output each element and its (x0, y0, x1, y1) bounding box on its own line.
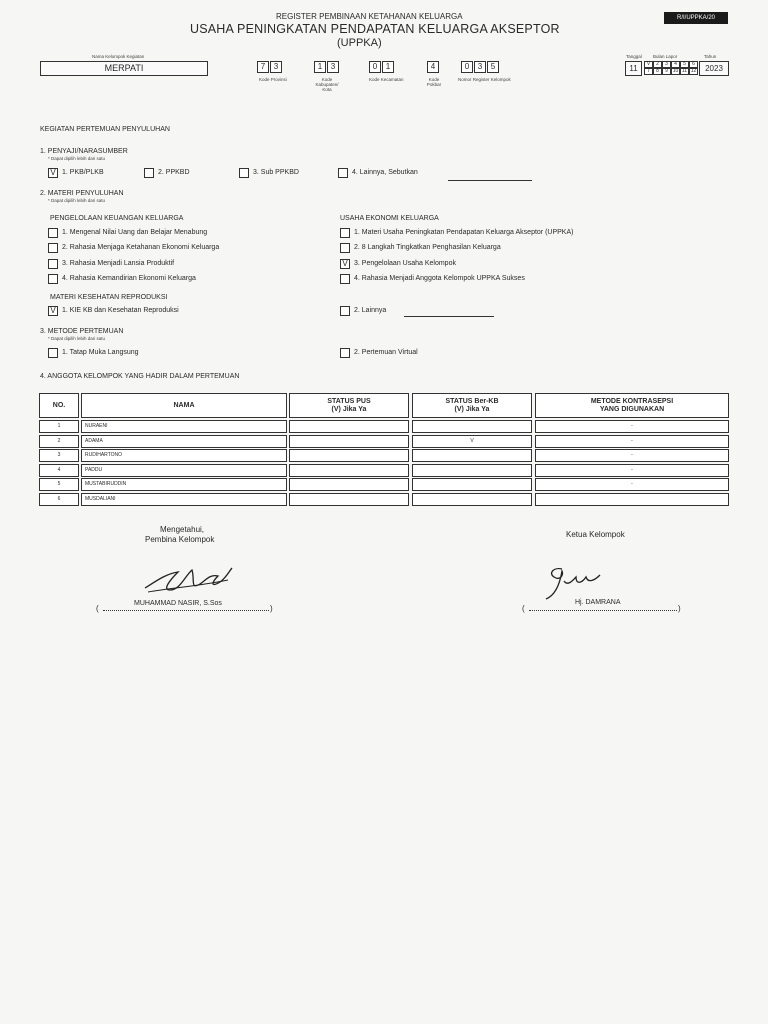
q2-title: 2. MATERI PENYULUHAN (40, 190, 124, 197)
left-sign-title-1: Mengetahui, (160, 525, 205, 534)
th-status-pus (289, 393, 409, 418)
th-status-kb-line1: STATUS Ber-KB (445, 397, 499, 405)
q2-right-title: USAHA EKONOMI KELUARGA (340, 215, 439, 222)
th-metode-line1: METODE KONTRASEPSI (590, 397, 674, 405)
q2-right-option-label: 4. Rahasia Menjadi Anggota Kelompok UPPKA Sukses (354, 275, 525, 282)
right-sign-line (529, 610, 677, 611)
q3-option-checkbox[interactable] (340, 348, 350, 358)
kode-provinsi-label: Kode Provinsi (259, 77, 287, 82)
q2-left-option-label: 2. Rahasia Menjaga Ketahanan Ekonomi Keluarga (62, 244, 220, 251)
q3-option-label: 1. Tatap Muka Langsung (62, 349, 139, 356)
q1-option-label: 3. Sub PPKBD (253, 169, 299, 176)
tanggal-label: Tanggal (626, 54, 642, 59)
month-cell[interactable]: 7 (644, 68, 653, 75)
row-status-kb[interactable] (412, 493, 532, 506)
q1-option-checkbox[interactable] (239, 168, 249, 178)
nomor-register-digit[interactable]: 3 (474, 61, 486, 73)
q2-repro-option-label: 1. KIE KB dan Kesehatan Reproduksi (62, 307, 179, 314)
group-name-label: Nama Kelompok Kegiatan (92, 54, 145, 59)
left-sign-title-2: Pembina Kelompok (145, 535, 215, 544)
row-metode[interactable]: - (535, 464, 729, 477)
kode-kecamatan-label: Kode Kecamatan (369, 77, 404, 82)
q2-repro-option-checkbox[interactable]: V (48, 306, 58, 316)
tahun-field[interactable]: 2023 (699, 61, 729, 76)
main-title: USAHA PENINGKATAN PENDAPATAN KELUARGA AKSEPTOR (190, 22, 560, 36)
q1-note: * Dapat dipilih lebih dari satu (48, 156, 106, 161)
q1-option-label: 4. Lainnya, Sebutkan (352, 169, 418, 176)
row-nama[interactable]: PADDU (81, 464, 287, 477)
kode-kabupaten-digit[interactable]: 3 (327, 61, 339, 73)
row-nama[interactable]: MUSTABIRUDDIN (81, 478, 287, 491)
kode-kabupaten-label: Kode Kabupaten/ Kota (315, 77, 339, 92)
th-metode (535, 393, 729, 418)
row-nama[interactable]: ADAMA (81, 435, 287, 448)
row-nama[interactable]: MUSDALIANI (81, 493, 287, 506)
row-metode[interactable]: - (535, 435, 729, 448)
row-status-kb[interactable] (412, 420, 532, 433)
row-metode[interactable] (535, 493, 729, 506)
th-status-pus-line2: (V) Jika Ya (331, 405, 367, 413)
section-title: KEGIATAN PERTEMUAN PENYULUHAN (40, 126, 170, 133)
q2-right-option-checkbox[interactable] (340, 274, 350, 284)
q2-left-option-checkbox[interactable] (48, 259, 58, 269)
nomor-register-digit[interactable]: 5 (487, 61, 499, 73)
row-status-pus[interactable] (289, 420, 409, 433)
left-close-paren: ) (270, 604, 273, 613)
q2-left-title: PENGELOLAAN KEUANGAN KELUARGA (50, 215, 184, 222)
q2-repro-title: MATERI KESEHATAN REPRODUKSI (50, 294, 168, 301)
kode-pokbar-digit[interactable]: 4 (427, 61, 439, 73)
month-cell[interactable]: V (644, 61, 653, 68)
q2-right-option-checkbox[interactable] (340, 228, 350, 238)
q4-title: 4. ANGGOTA KELOMPOK YANG HADIR DALAM PERTEMUAN (40, 373, 240, 380)
right-signature-graphic (540, 563, 610, 603)
q1-option-checkbox[interactable]: V (48, 168, 58, 178)
row-status-pus[interactable] (289, 435, 409, 448)
q1-option-label: 1. PKB/PLKB (62, 169, 104, 176)
q2-right-option-label: 3. Pengelolaan Usaha Kelompok (354, 260, 456, 267)
group-name-field[interactable]: MERPATI (40, 61, 208, 76)
month-cell[interactable]: 4 (671, 61, 680, 68)
q3-note: * Dapat dipilih lebih dari satu (48, 336, 106, 341)
month-cell[interactable]: 12 (690, 68, 697, 74)
kode-pokbar-label: Kode Pokbar (426, 77, 442, 87)
q2-other-line[interactable] (404, 316, 494, 317)
month-cell[interactable]: 6 (689, 61, 698, 68)
row-no: 3 (39, 449, 79, 462)
right-close-paren: ) (678, 604, 681, 613)
nomor-register-digit[interactable]: 0 (461, 61, 473, 73)
q2-right-option-label: 2. 8 Langkah Tingkatkan Penghasilan Keluarga (354, 244, 501, 251)
row-status-kb[interactable] (412, 449, 532, 462)
row-no: 2 (39, 435, 79, 448)
q2-left-option-checkbox[interactable] (48, 228, 58, 238)
q1-title: 1. PENYAJI/NARASUMBER (40, 148, 128, 155)
row-status-pus[interactable] (289, 493, 409, 506)
left-sign-name: MUHAMMAD NASIR, S.Sos (134, 600, 222, 607)
q1-option-checkbox[interactable] (144, 168, 154, 178)
kode-kecamatan-digit[interactable]: 1 (382, 61, 394, 73)
row-nama[interactable]: NURAENI (81, 420, 287, 433)
q3-option-checkbox[interactable] (48, 348, 58, 358)
q3-title: 3. METODE PERTEMUAN (40, 328, 124, 335)
bulan-label: Bulan Lapor (653, 54, 678, 59)
q2-left-option-label: 1. Mengenal Nilai Uang dan Belajar Menabung (62, 229, 208, 236)
month-cell[interactable]: 2 (653, 61, 662, 68)
th-metode-line2: YANG DIGUNAKAN (599, 405, 665, 413)
right-open-paren: ( (522, 604, 525, 613)
th-nama: NAMA (81, 393, 287, 418)
month-cell[interactable]: 5 (680, 61, 689, 68)
row-status-pus[interactable] (289, 449, 409, 462)
month-cell[interactable]: 9 (662, 68, 671, 75)
month-cell[interactable]: 3 (662, 61, 671, 68)
sub-title: (UPPKA) (337, 37, 382, 49)
q2-left-option-label: 3. Rahasia Menjadi Lansia Produktif (62, 260, 175, 267)
form-code-badge: R/I/UPPKA/20 (664, 12, 728, 24)
tanggal-field[interactable]: 11 (625, 61, 642, 76)
th-status-kb (412, 393, 532, 418)
q2-repro-option-checkbox[interactable] (340, 306, 350, 316)
row-status-kb[interactable] (412, 478, 532, 491)
row-no: 4 (39, 464, 79, 477)
row-status-kb[interactable]: V (412, 435, 532, 448)
right-sign-name: Hj. DAMRANA (575, 599, 621, 606)
left-signature-graphic (140, 560, 240, 600)
q2-right-option-checkbox[interactable] (340, 243, 350, 253)
q3-option-label: 2. Pertemuan Virtual (354, 349, 418, 356)
kode-provinsi-digit[interactable]: 3 (270, 61, 282, 73)
row-no: 1 (39, 420, 79, 433)
left-sign-line (103, 610, 269, 611)
right-sign-title: Ketua Kelompok (566, 530, 625, 539)
row-nama[interactable]: RUDIHARTONO (81, 449, 287, 462)
nomor-register-label: Nomor Register Kelompok (458, 77, 511, 82)
q2-left-option-checkbox[interactable] (48, 243, 58, 253)
kode-kecamatan-digit[interactable]: 0 (369, 61, 381, 73)
q2-right-option-checkbox[interactable]: V (340, 259, 350, 269)
month-cell[interactable]: 11 (681, 68, 688, 74)
row-status-pus[interactable] (289, 464, 409, 477)
q2-left-option-label: 4. Rahasia Kemandirian Ekonomi Keluarga (62, 275, 196, 282)
register-title: REGISTER PEMBINAAN KETAHANAN KELUARGA (276, 12, 463, 21)
row-status-pus[interactable] (289, 478, 409, 491)
q2-left-option-checkbox[interactable] (48, 274, 58, 284)
row-metode[interactable]: - (535, 449, 729, 462)
q1-option-label: 2. PPKBD (158, 169, 190, 176)
month-cell[interactable]: 10 (672, 68, 679, 74)
month-cell[interactable]: 8 (653, 68, 662, 75)
row-no: 6 (39, 493, 79, 506)
th-status-pus-line1: STATUS PUS (327, 397, 371, 405)
kode-provinsi-digit[interactable]: 7 (257, 61, 269, 73)
th-status-kb-line2: (V) Jika Ya (454, 405, 490, 413)
q2-note: * Dapat dipilih lebih dari satu (48, 198, 106, 203)
q1-other-line[interactable] (448, 180, 532, 181)
row-no: 5 (39, 478, 79, 491)
th-no: NO. (39, 393, 79, 418)
row-status-kb[interactable] (412, 464, 532, 477)
q2-repro-option-label: 2. Lainnya (354, 307, 387, 314)
row-metode[interactable]: - (535, 478, 729, 491)
q1-option-checkbox[interactable] (338, 168, 348, 178)
kode-kabupaten-digit[interactable]: 1 (314, 61, 326, 73)
row-metode[interactable]: - (535, 420, 729, 433)
tahun-label: Tahun (704, 54, 717, 59)
left-open-paren: ( (96, 604, 99, 613)
q2-right-option-label: 1. Materi Usaha Peningkatan Pendapatan Keluarga Akseptor (UPPKA) (354, 229, 574, 236)
